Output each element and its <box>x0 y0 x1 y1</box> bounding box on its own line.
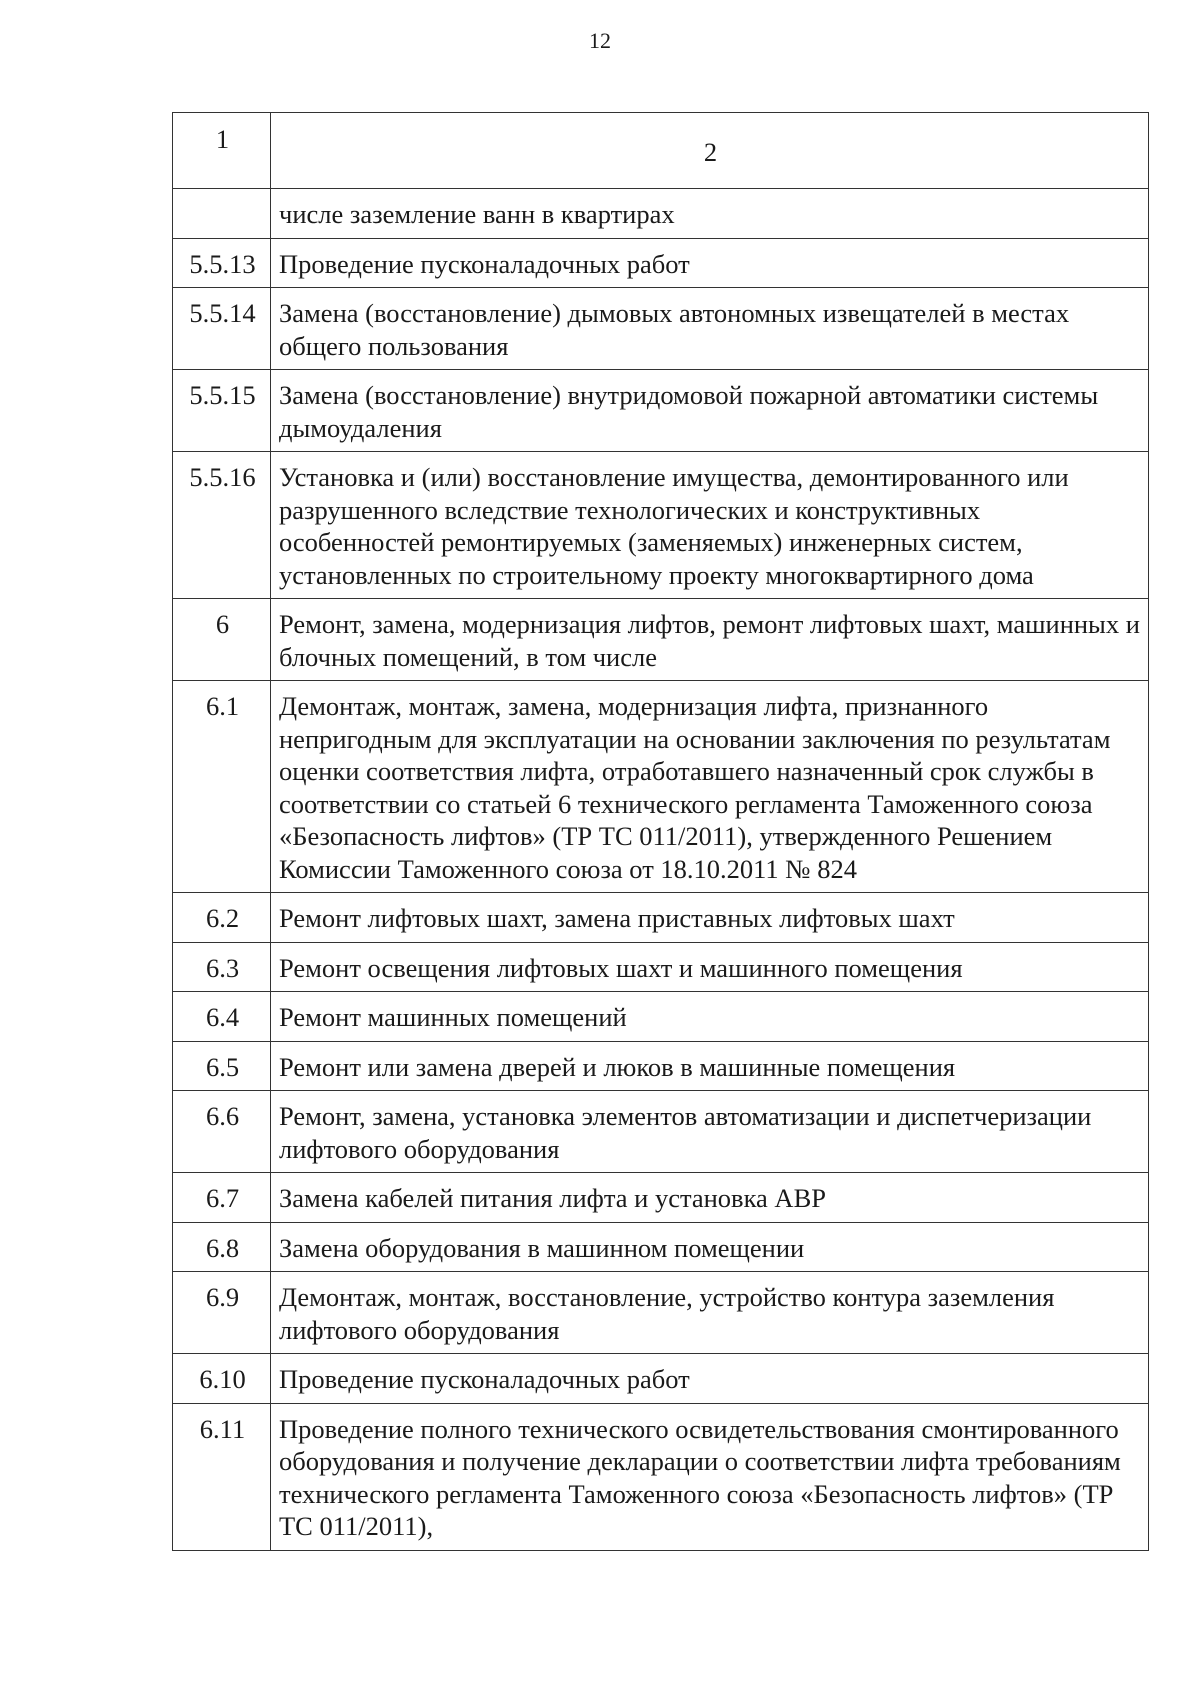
row-description: Проведение пусконаладочных работ <box>271 238 1149 288</box>
table-row <box>173 1091 1149 1173</box>
row-number <box>173 189 271 239</box>
row-number: 6 <box>173 599 271 681</box>
row-description: Замена кабелей питания лифта и установка АВР <box>271 1173 1149 1223</box>
row-description: числе заземление ванн в квартирах <box>271 189 1149 239</box>
row-number: 6.8 <box>173 1222 271 1272</box>
page-number: 12 <box>589 28 611 53</box>
row-description: Ремонт освещения лифтовых шахт и машинного помещения <box>271 942 1149 992</box>
table-row <box>173 942 1149 992</box>
row-number: 6.6 <box>173 1091 271 1173</box>
header-col-2: 2 <box>271 113 1149 189</box>
table-row <box>173 599 1149 681</box>
table-row <box>173 452 1149 599</box>
table-row <box>173 288 1149 370</box>
works-table <box>172 112 1149 1551</box>
table-header-row <box>173 113 1149 189</box>
row-number: 6.10 <box>173 1354 271 1404</box>
row-description: Замена (восстановление) дымовых автономных извещателей в местах общего пользования <box>271 288 1149 370</box>
row-description: Ремонт лифтовых шахт, замена приставных лифтовых шахт <box>271 893 1149 943</box>
row-description: Замена (восстановление) внутридомовой пожарной автоматики системы дымоудаления <box>271 370 1149 452</box>
table-row <box>173 1222 1149 1272</box>
row-description: Проведение пусконаладочных работ <box>271 1354 1149 1404</box>
table-row <box>173 681 1149 893</box>
row-number: 5.5.13 <box>173 238 271 288</box>
row-number: 5.5.15 <box>173 370 271 452</box>
table-row <box>173 893 1149 943</box>
row-number: 6.3 <box>173 942 271 992</box>
row-description: Ремонт, замена, модернизация лифтов, ремонт лифтовых шахт, машинных и блочных помещений, в том числе <box>271 599 1149 681</box>
row-description: Демонтаж, монтаж, восстановление, устройство контура заземления лифтового оборудования <box>271 1272 1149 1354</box>
table-row <box>173 1354 1149 1404</box>
table-row <box>173 1272 1149 1354</box>
row-description: Ремонт или замена дверей и люков в машинные помещения <box>271 1041 1149 1091</box>
row-description: Демонтаж, монтаж, замена, модернизация лифта, признанного непригодным для эксплуатации на основании заключения по результатам оценки соответствия лифта, отработавшего назначенный срок службы в соответствии со статьей 6 технического регламента Таможенного союза «Безопасность лифтов» (ТР ТС 011/2011), утвержденного Решением Комиссии Таможенного союза от 18.10.2011 № 824 <box>271 681 1149 893</box>
table-row <box>173 992 1149 1042</box>
row-number: 5.5.14 <box>173 288 271 370</box>
table-row <box>173 1173 1149 1223</box>
row-number: 6.7 <box>173 1173 271 1223</box>
row-number: 5.5.16 <box>173 452 271 599</box>
row-number: 6.9 <box>173 1272 271 1354</box>
table-row <box>173 1403 1149 1550</box>
row-description: Замена оборудования в машинном помещении <box>271 1222 1149 1272</box>
row-description: Проведение полного технического освидетельствования смонтированного оборудования и получение декларации о соответствии лифта требованиям технического регламента Таможенного союза «Безопасность лифтов» (ТР ТС 011/2011), <box>271 1403 1149 1550</box>
table-row <box>173 238 1149 288</box>
row-number: 6.1 <box>173 681 271 893</box>
row-number: 6.11 <box>173 1403 271 1550</box>
table-row <box>173 1041 1149 1091</box>
row-number: 6.4 <box>173 992 271 1042</box>
row-description: Ремонт машинных помещений <box>271 992 1149 1042</box>
row-number: 6.5 <box>173 1041 271 1091</box>
table-row <box>173 370 1149 452</box>
header-col-1: 1 <box>173 113 271 189</box>
row-description: Ремонт, замена, установка элементов автоматизации и диспетчеризации лифтового оборудования <box>271 1091 1149 1173</box>
row-description: Установка и (или) восстановление имущества, демонтированного или разрушенного вследствие технологических и конструктивных особенностей ремонтируемых (заменяемых) инженерных систем, установленных по строительному проекту многоквартирного дома <box>271 452 1149 599</box>
row-number: 6.2 <box>173 893 271 943</box>
table-row <box>173 189 1149 239</box>
